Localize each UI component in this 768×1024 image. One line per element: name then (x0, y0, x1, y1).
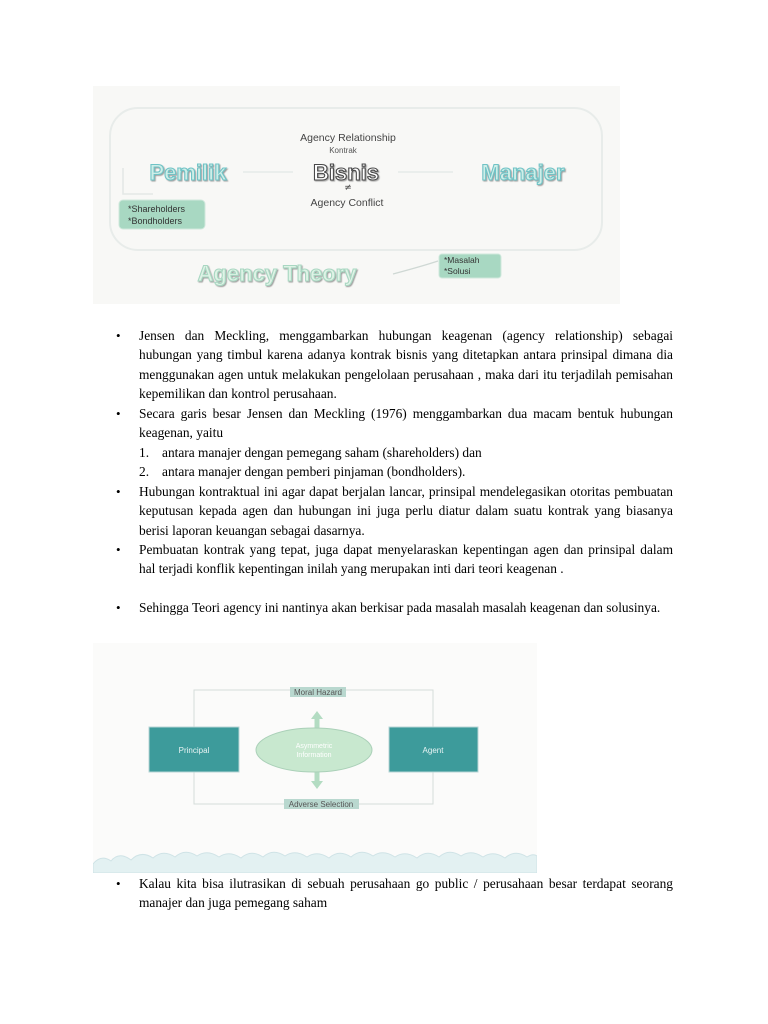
list-number: 1. (139, 445, 150, 460)
manajer-title: Manajer (481, 160, 565, 185)
shareholders-label: *Shareholders (128, 204, 186, 214)
asymmetric-information-ellipse (256, 728, 372, 772)
bullet-marker: • (116, 542, 121, 557)
not-equal-symbol: ≠ (344, 183, 352, 193)
arrow-up-icon (311, 711, 323, 729)
principal-label: Principal (178, 746, 210, 755)
bullet-marker: • (116, 406, 121, 421)
bullet-marker: • (116, 876, 121, 891)
agency-conflict-label: Agency Conflict (310, 197, 384, 209)
masalah-label: *Masalah (444, 255, 480, 265)
paragraph-kalau-kita: Kalau kita bisa ilutrasikan di sebuah perusahaan go public / perusahaan besar terdapat seorang manajer dan juga pemegang saham (139, 876, 673, 911)
paragraph-sehingga: Sehingga Teori agency ini nantinya akan berkisar pada masalah masalah keagenan dan solusinya. (139, 600, 661, 615)
moral-hazard-label: Moral Hazard (293, 688, 343, 697)
list-number: 2. (139, 464, 150, 479)
asymmetric-information-diagram (93, 643, 537, 873)
adverse-selection-label: Adverse Selection (288, 800, 354, 809)
solusi-label: *Solusi (444, 266, 471, 276)
bondholders-label: *Bondholders (128, 216, 183, 226)
paragraph-jensen-meckling: Jensen dan Meckling, menggambarkan hubungan keagenan (agency relationship) sebagai hubungan yang timbul karena adanya kontrak bisnis yang ditetapkan antara prinsipal dimana dia menggunakan agen untuk melakukan pengelolaan perusahaan , maka dari itu terjadilah pemisahan kepemilikan dan kontrol perusahaan. (139, 328, 673, 402)
pemilik-title: Pemilik (149, 160, 227, 185)
arrow-down-icon (311, 771, 323, 789)
kontrak-label: Kontrak (329, 146, 357, 155)
bullet-marker: • (116, 484, 121, 499)
paragraph-garis-besar: Secara garis besar Jensen dan Meckling (1976) menggambarkan dua macam bentuk hubungan keagenan, yaitu (139, 406, 673, 441)
agency-theory-diagram (93, 86, 620, 304)
agent-label: Agent (422, 746, 444, 755)
list-item-shareholders: antara manajer dengan pemegang saham (shareholders) dan (162, 445, 482, 460)
agency-theory-title: Agency Theory (197, 261, 357, 286)
paragraph-hubungan-kontraktual: Hubungan kontraktual ini agar dapat berjalan lancar, prinsipal mendelegasikan otoritas pembuatan keputusan kepada agen dan hubungan ini juga perlu diatur dalam suatu kontrak yang biasanya berisi laporan keuangan sebagai dasarnya. (139, 484, 673, 538)
cloud-border-decoration (93, 852, 537, 873)
list-item-bondholders: antara manajer dengan pemberi pinjaman (bondholders). (162, 464, 466, 479)
paragraph-pembuatan-kontrak: Pembuatan kontrak yang tepat, juga dapat menyelaraskan kepentingan agen dan prinsipal dalam hal terjadi konflik kepentingan inilah yang merupakan inti dari teori keagenan . (139, 542, 673, 577)
asymmetric-label: Asymmetric (295, 743, 333, 750)
information-label: Information (296, 752, 332, 759)
bullet-marker: • (116, 328, 121, 343)
bullet-marker: • (116, 600, 121, 615)
bisnis-title: Bisnis (312, 160, 380, 185)
agency-relationship-label: Agency Relationship (300, 132, 396, 144)
